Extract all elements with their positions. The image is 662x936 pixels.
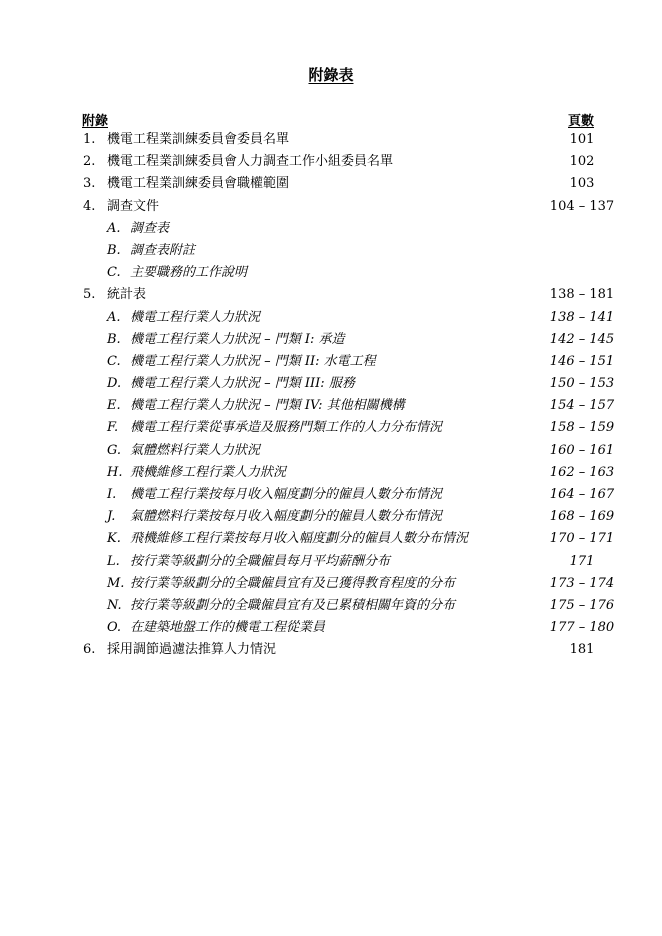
item-number: 3.: [83, 176, 96, 192]
appendix-subitem: [0, 617, 662, 639]
item-title: 機電工程行業從事承造及服務門類工作的人力分布情況: [130, 420, 443, 436]
appendix-column-header: 附錄: [82, 114, 109, 129]
item-title: 在建築地盤工作的機電工程從業員: [130, 620, 326, 636]
item-pages: 177 – 180: [549, 620, 615, 636]
item-pages: 138 – 141: [549, 309, 615, 325]
item-number: D.: [107, 376, 122, 392]
appendix-subitem: [0, 262, 662, 284]
item-title: 採用調節過濾法推算人力情況: [107, 642, 277, 658]
appendix-subitem: [0, 440, 662, 462]
item-pages: 102: [569, 154, 595, 170]
appendix-subitem: [0, 573, 662, 595]
item-title: 機電工程行業按每月收入幅度劃分的僱員人數分布情況: [130, 487, 443, 502]
item-number: 4.: [83, 198, 96, 214]
item-number: O.: [107, 620, 122, 636]
appendix-subitem: [0, 417, 662, 439]
item-pages: 101: [569, 132, 595, 147]
appendix-subitem: [0, 506, 662, 528]
item-number: A.: [107, 220, 121, 236]
item-pages: 103: [569, 176, 595, 192]
item-number: J.: [107, 509, 116, 525]
item-pages: 104 – 137: [549, 198, 615, 214]
item-number: H.: [107, 464, 123, 480]
item-title: 機電工程行業人力狀況 – 門類 III: 服務: [130, 376, 355, 392]
item-title: 機電工程業訓練委員會委員名單: [107, 132, 290, 147]
item-number: 5.: [83, 287, 96, 303]
item-pages: 164 – 167: [549, 487, 615, 502]
item-number: G.: [107, 442, 122, 458]
appendix-subitem: [0, 351, 662, 373]
item-pages: 150 – 153: [549, 376, 615, 392]
item-number: 2.: [83, 154, 96, 170]
appendix-item: [0, 196, 662, 218]
item-pages: 181: [569, 642, 595, 658]
appendix-subitem: [0, 595, 662, 617]
item-pages: 162 – 163: [549, 464, 615, 480]
item-title: 按行業等級劃分的全職僱員宜有及已獲得教育程度的分布: [130, 575, 456, 591]
item-title: 按行業等級劃分的全職僱員宜有及已累積相關年資的分布: [130, 597, 456, 613]
item-title: 機電工程行業人力狀況 – 門類 II: 水電工程: [130, 353, 376, 369]
item-pages: 154 – 157: [549, 398, 615, 414]
appendix-item: [0, 173, 662, 195]
appendix-subitem: [0, 329, 662, 351]
appendix-subitem: [0, 395, 662, 417]
item-title: 機電工程業訓練委員會職權範圍: [107, 176, 290, 192]
item-number: I.: [107, 487, 117, 502]
item-title: 氣體燃料行業按每月收入幅度劃分的僱員人數分布情況: [130, 509, 443, 525]
appendix-item: [0, 284, 662, 306]
appendix-subitem: [0, 307, 662, 329]
appendix-subitem: [0, 528, 662, 550]
item-title: 統計表: [107, 287, 147, 303]
item-title: 飛機維修工程行業人力狀況: [130, 464, 287, 480]
appendix-item: [0, 639, 662, 661]
item-pages: 138 – 181: [549, 287, 615, 303]
item-number: C.: [107, 265, 121, 281]
page-title: 附錄表: [308, 66, 354, 84]
item-pages: 173 – 174: [549, 575, 615, 591]
item-title: 機電工程業訓練委員會人力調查工作小組委員名單: [107, 154, 394, 170]
appendix-list: [0, 129, 662, 662]
item-title: 機電工程行業人力狀況 – 門類 I: 承造: [130, 331, 345, 347]
item-title: 氣體燃料行業人力狀況: [130, 442, 261, 458]
item-title: 調查文件: [107, 198, 160, 214]
appendix-subitem: [0, 551, 662, 573]
appendix-subitem: [0, 218, 662, 240]
item-title: 飛機維修工程行業按每月收入幅度劃分的僱員人數分布情況: [130, 531, 469, 547]
item-number: A.: [107, 309, 121, 325]
item-number: L.: [107, 553, 120, 569]
item-number: M.: [107, 575, 125, 591]
item-title: 機電工程行業人力狀況: [130, 309, 261, 325]
item-pages: 171: [569, 553, 595, 569]
item-title: 調查表附註: [130, 242, 196, 258]
page-count-column-header: 頁數: [568, 114, 595, 129]
item-title: 按行業等級劃分的全職僱員每月平均薪酬分布: [130, 553, 391, 569]
item-number: N.: [107, 597, 122, 613]
item-pages: 142 – 145: [549, 331, 615, 347]
appendix-subitem: [0, 462, 662, 484]
item-pages: 146 – 151: [549, 353, 615, 369]
item-number: F.: [107, 420, 119, 436]
item-title: 主要職務的工作說明: [130, 265, 248, 281]
item-number: B.: [107, 242, 121, 258]
appendix-item: [0, 151, 662, 173]
item-number: E.: [107, 398, 121, 414]
item-pages: 170 – 171: [549, 531, 615, 547]
item-number: K.: [107, 531, 121, 547]
appendix-subitem: [0, 240, 662, 262]
item-title: 調查表: [130, 220, 170, 236]
appendix-item: [0, 129, 662, 151]
item-pages: 158 – 159: [549, 420, 615, 436]
item-pages: 168 – 169: [549, 509, 615, 525]
appendix-subitem: [0, 373, 662, 395]
item-pages: 175 – 176: [549, 597, 615, 613]
item-number: B.: [107, 331, 121, 347]
item-number: 6.: [83, 642, 96, 658]
item-title: 機電工程行業人力狀況 – 門類 IV: 其他相關機構: [130, 398, 405, 414]
item-number: C.: [107, 353, 121, 369]
item-pages: 160 – 161: [549, 442, 615, 458]
appendix-subitem: [0, 484, 662, 506]
item-number: 1.: [83, 132, 96, 147]
